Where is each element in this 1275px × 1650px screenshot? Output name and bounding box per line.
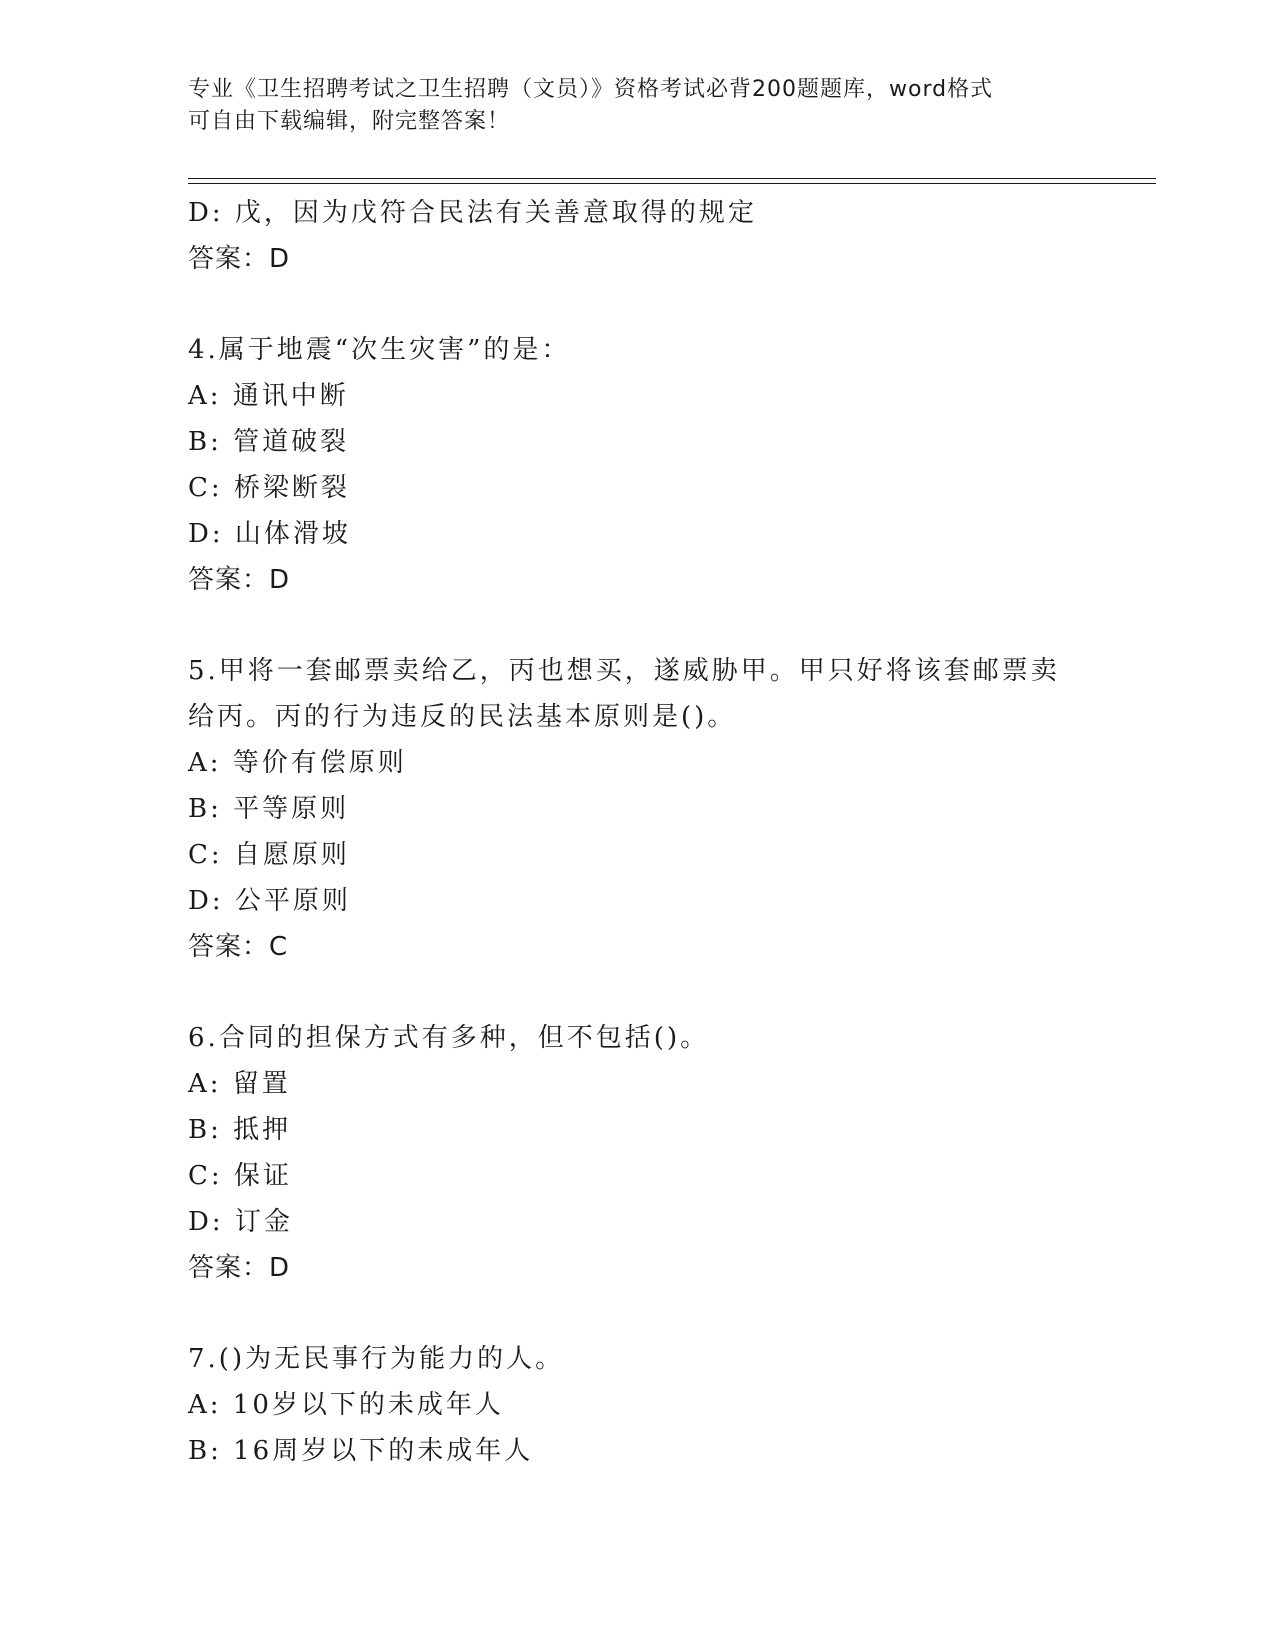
option-d: D: 公平原则 <box>188 886 351 916</box>
option-c: C: 保证 <box>188 1161 292 1191</box>
answer-line: 答案：D <box>188 565 291 595</box>
header-line-1: 专业《卫生招聘考试之卫生招聘（文员）》资格考试必背200题题库，word格式 <box>188 77 994 102</box>
answer-line: 答案：D <box>188 1253 291 1283</box>
question-stem-continued: 给丙。丙的行为违反的民法基本原则是()。 <box>188 702 737 732</box>
spacer <box>188 970 1088 1015</box>
spacer <box>188 282 1088 327</box>
option-a: A: 通讯中断 <box>188 381 349 411</box>
header-line-2: 可自由下载编辑，附完整答案！ <box>188 109 511 134</box>
question-stem: 5.甲将一套邮票卖给乙，丙也想买，遂威胁甲。甲只好将该套邮票卖 <box>188 656 1060 686</box>
option-a: A: 留置 <box>188 1069 291 1099</box>
option-b: B: 抵押 <box>188 1115 292 1145</box>
option-a: A: 10岁以下的未成年人 <box>188 1390 504 1420</box>
spacer <box>188 603 1088 648</box>
document-header <box>188 74 1088 138</box>
question-stem: 4.属于地震“次生灾害”的是： <box>188 335 571 365</box>
header-divider-bottom <box>188 183 1156 184</box>
option-b: B: 平等原则 <box>188 794 350 824</box>
option-d: D: 订金 <box>188 1207 293 1237</box>
option-c: C: 桥梁断裂 <box>188 473 350 503</box>
option-b: B: 管道破裂 <box>188 427 350 457</box>
answer-line: 答案：D <box>188 244 291 274</box>
question-stem: 7.()为无民事行为能力的人。 <box>188 1344 565 1374</box>
answer-line: 答案：C <box>188 932 289 962</box>
question-list <box>188 190 1088 1474</box>
question-stem: 6.合同的担保方式有多种，但不包括()。 <box>188 1023 710 1053</box>
option-b: B: 16周岁以下的未成年人 <box>188 1436 534 1466</box>
header-divider-top <box>188 178 1156 179</box>
spacer <box>188 1291 1088 1336</box>
option-d: D: 戊，因为戊符合民法有关善意取得的规定 <box>188 198 757 228</box>
option-c: C: 自愿原则 <box>188 840 350 870</box>
option-d: D: 山体滑坡 <box>188 519 351 549</box>
option-a: A: 等价有偿原则 <box>188 748 407 778</box>
